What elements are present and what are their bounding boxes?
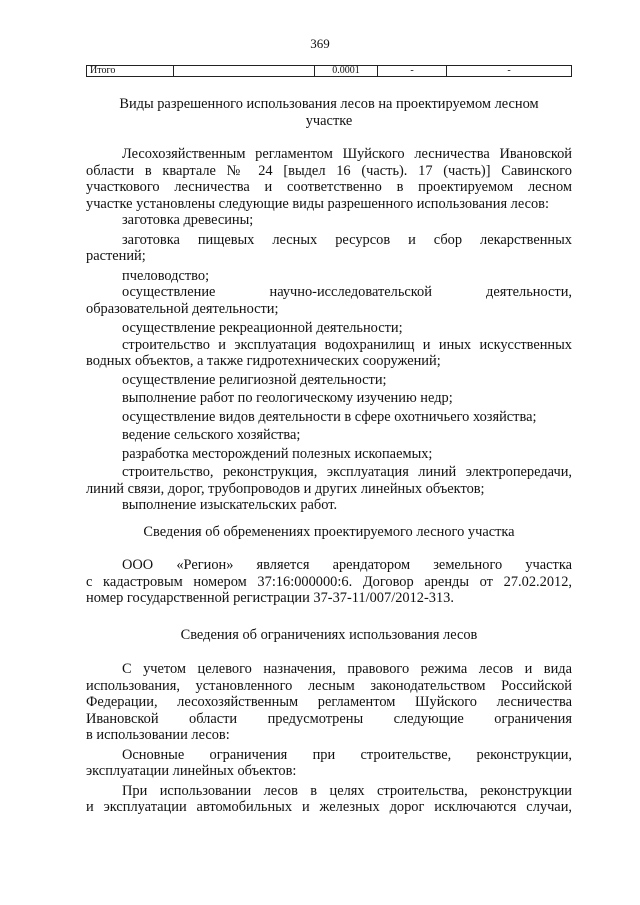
list-item: заготовка пищевых лесных ресурсов и сбор лекарственных [122,231,572,248]
paragraph-line: эксплуатации линейных объектов: [86,763,297,779]
list-item: образовательной деятельности; [86,300,279,317]
section1-body [86,146,572,514]
list-item: заготовка древесины; [122,212,254,228]
section2-body [86,557,572,607]
table-row [87,66,572,77]
list-item: выполнение изыскательских работ. [122,497,338,513]
list-item: растений; [86,248,146,264]
section3-title: Сведения об ограничениях использования лесов [180,627,478,643]
paragraph-line: и эксплуатации автомобильных и железных дорог исключаются случаи, [86,799,572,815]
list-item: осуществление научно-исследовательской деятельности, [122,284,572,300]
total-area: 0.0001 [315,66,378,77]
table-cell: - [447,66,572,77]
title-line: участке [305,112,353,129]
list-item: водных объектов, а также гидротехнических сооружений; [86,353,441,369]
list-item: выполнение работ по геологическому изучению недр; [122,390,453,406]
list-item: пчеловодство; [122,267,210,284]
section1-title [86,96,572,129]
list-item: осуществление рекреационной деятельности; [122,320,403,336]
list-item: ведение сельского хозяйства; [122,427,301,443]
paragraph-line: Лесохозяйственным регламентом Шуйского лесничества Ивановской [122,146,572,162]
paragraph-line: области в квартале № 24 [выдел 16 (часть). 17 (часть)] Савинского [86,162,572,179]
list-item: осуществление видов деятельности в сфере охотничьего хозяйства; [122,408,537,425]
paragraph-line: Ивановской области предусмотрены следующие ограничения [86,710,572,727]
table-cell: - [378,66,447,77]
paragraph-line: ООО «Регион» является арендатором земельного участка [122,557,572,573]
list-item: линий связи, дорог, трубопроводов и других линейных объектов; [86,480,485,497]
paragraph-line: использования, установленного лесным законодательством Российской [86,677,572,694]
list-item: строительство и эксплуатация водохранилищ и иных искусственных [122,336,572,353]
list-item: строительство, реконструкция, эксплуатация линий электропередачи, [122,464,572,480]
title-line: Виды разрешенного использования лесов на проектируемом лесном [119,96,539,112]
paragraph-line: участке установлены следующие виды разрешенного использования лесов: [86,195,549,212]
list-item: осуществление религиозной деятельности; [122,371,387,388]
total-label: Итого [87,66,174,77]
paragraph-line: С учетом целевого назначения, правового режима лесов и вида [122,661,572,677]
paragraph-line: Основные ограничения при строительстве, реконструкции, [122,746,572,763]
table-cell [174,66,315,77]
paragraph-line: с кадастровым номером 37:16:000000:6. Договор аренды от 27.02.2012, [86,573,572,590]
page-number: 369 [310,36,330,51]
paragraph-line: номер государственной регистрации 37-37-11/007/2012-313. [86,590,454,606]
paragraph-line: в использовании лесов: [86,727,230,743]
list-item: разработка месторождений полезных ископаемых; [122,445,433,462]
paragraph-line: При использовании лесов в целях строительства, реконструкции [122,782,572,799]
summary-table [86,65,572,77]
paragraph-line: участкового лесничества и соответственно в проектируемом лесном [86,179,572,195]
section3-body [86,661,572,816]
paragraph-line: Федерации, лесохозяйственным регламентом Шуйского лесничества [86,694,572,710]
section2-title: Сведения об обременениях проектируемого лесного участка [143,524,515,540]
